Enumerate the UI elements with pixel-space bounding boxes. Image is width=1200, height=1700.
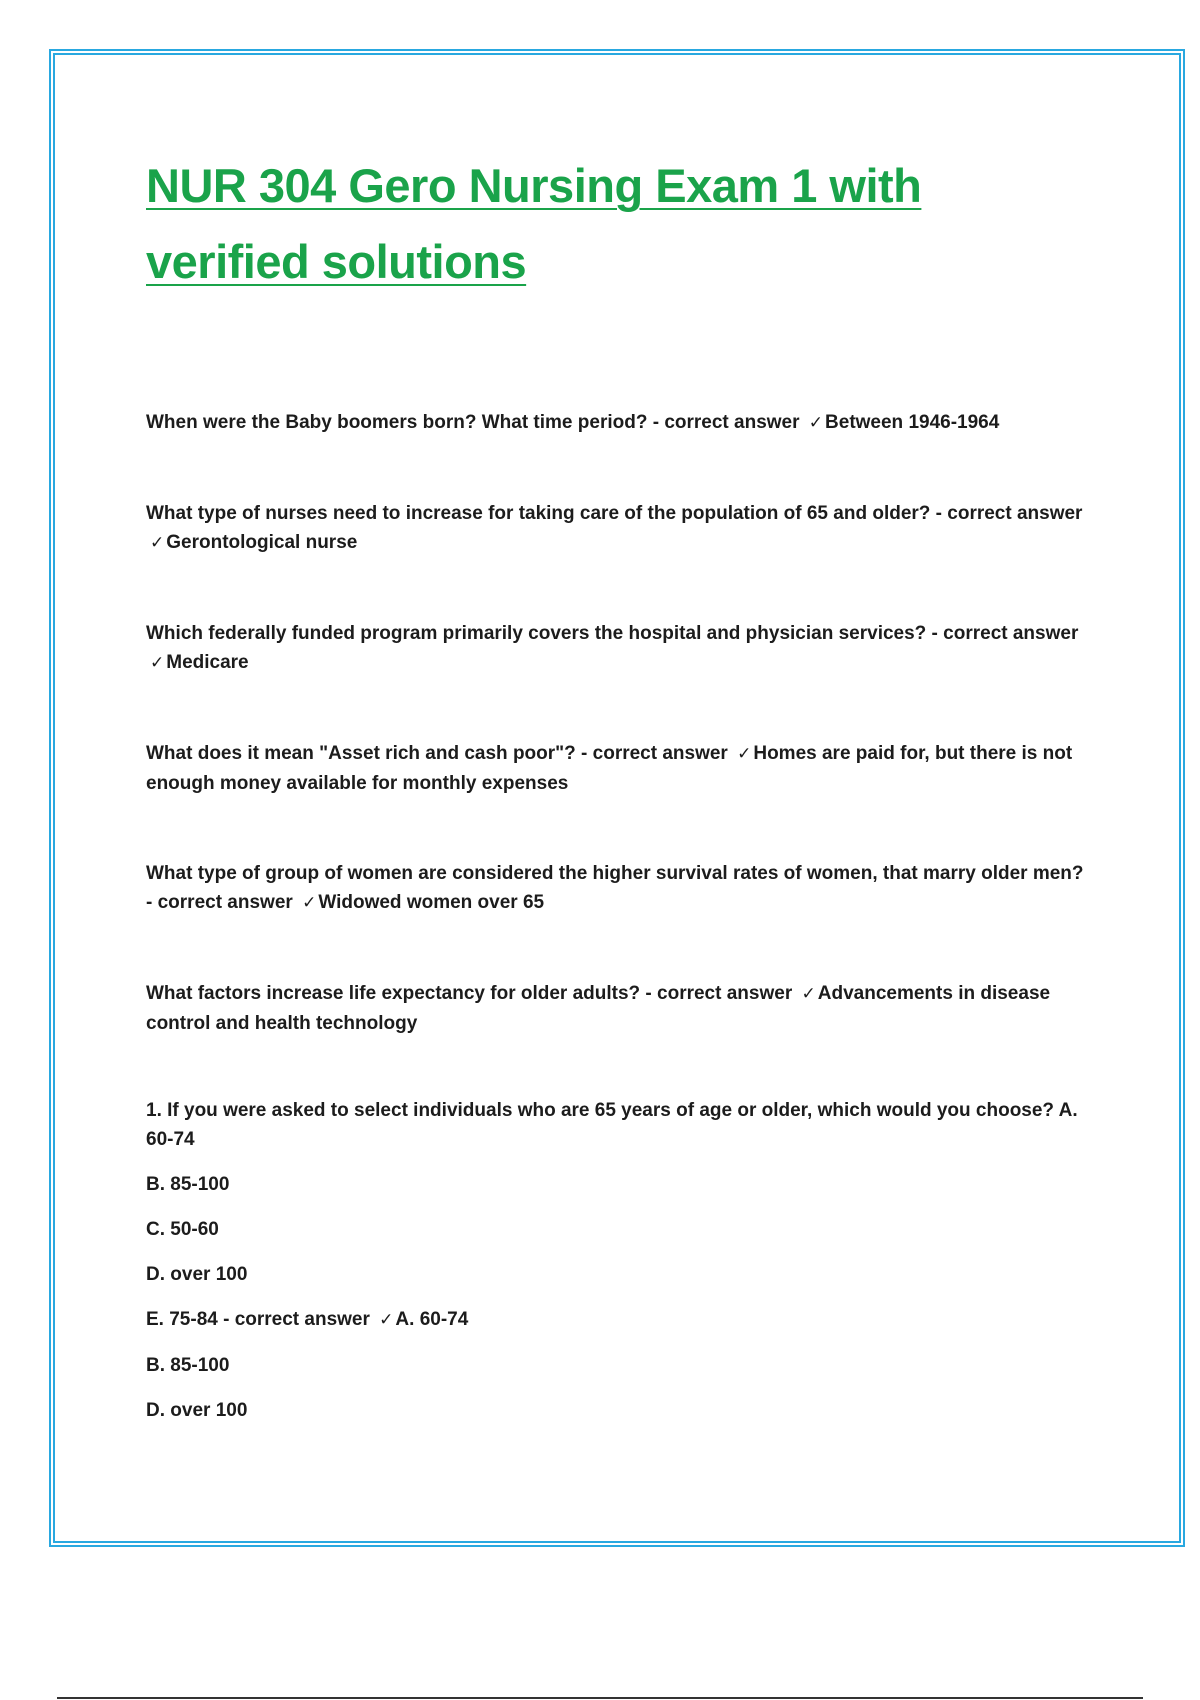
title-line-2: verified solutions xyxy=(146,235,527,288)
qa-item-1 xyxy=(146,408,1084,438)
qa-item-2 xyxy=(146,499,1084,558)
mcq-answer-2: B. 85-100 xyxy=(146,1355,230,1376)
answer-text: Gerontological nurse xyxy=(166,532,358,553)
checkmark-icon: ✓ xyxy=(150,653,165,673)
footer-divider xyxy=(57,1697,1143,1699)
checkmark-icon: ✓ xyxy=(801,984,816,1004)
mcq-option-c: C. 50-60 xyxy=(146,1219,219,1240)
mcq-option-e-text: E. 75-84 - correct answer xyxy=(146,1309,376,1330)
qa-item-5 xyxy=(146,859,1084,918)
checkmark-icon: ✓ xyxy=(808,413,824,433)
mcq-option-e xyxy=(146,1305,1084,1335)
checkmark-icon: ✓ xyxy=(302,893,317,913)
document-body xyxy=(146,148,1084,1425)
answer-text: Between 1946-1964 xyxy=(825,412,1000,433)
document-title xyxy=(146,148,1084,300)
question-text: What type of group of women are considered the higher survival rates of women, that marry older men? - correct answer xyxy=(146,863,1084,913)
multiple-choice-question xyxy=(146,1096,1084,1425)
title-line-1: NUR 304 Gero Nursing Exam 1 with xyxy=(146,159,922,212)
answer-text: Advancements in disease control and health technology xyxy=(146,983,1051,1034)
qa-list xyxy=(146,408,1084,1038)
qa-item-6 xyxy=(146,979,1084,1038)
checkmark-icon: ✓ xyxy=(379,1310,394,1330)
mcq-answer-1: A. 60-74 xyxy=(395,1309,469,1330)
mcq-stem: 1. If you were asked to select individuals who are 65 years of age or older, which would you choose? A. 60-74 xyxy=(146,1100,1078,1150)
checkmark-icon: ✓ xyxy=(737,744,752,764)
mcq-answer-3: D. over 100 xyxy=(146,1400,248,1421)
question-text: When were the Baby boomers born? What time period? - correct answer xyxy=(146,412,805,433)
question-text: What type of nurses need to increase for taking care of the population of 65 and older? - correct answer xyxy=(146,503,1083,524)
qa-item-4 xyxy=(146,739,1084,798)
qa-item-3 xyxy=(146,619,1084,678)
answer-text: Medicare xyxy=(166,652,249,673)
question-text: What factors increase life expectancy for older adults? - correct answer xyxy=(146,983,798,1004)
question-text: What does it mean "Asset rich and cash poor"? - correct answer xyxy=(146,743,734,764)
checkmark-icon: ✓ xyxy=(150,533,165,553)
answer-text: Widowed women over 65 xyxy=(318,892,545,913)
answer-text: Homes are paid for, but there is not enough money available for monthly expenses xyxy=(146,743,1073,794)
mcq-option-d: D. over 100 xyxy=(146,1264,248,1285)
question-text: Which federally funded program primarily covers the hospital and physician services? - correct answer xyxy=(146,623,1079,644)
mcq-option-b: B. 85-100 xyxy=(146,1174,230,1195)
